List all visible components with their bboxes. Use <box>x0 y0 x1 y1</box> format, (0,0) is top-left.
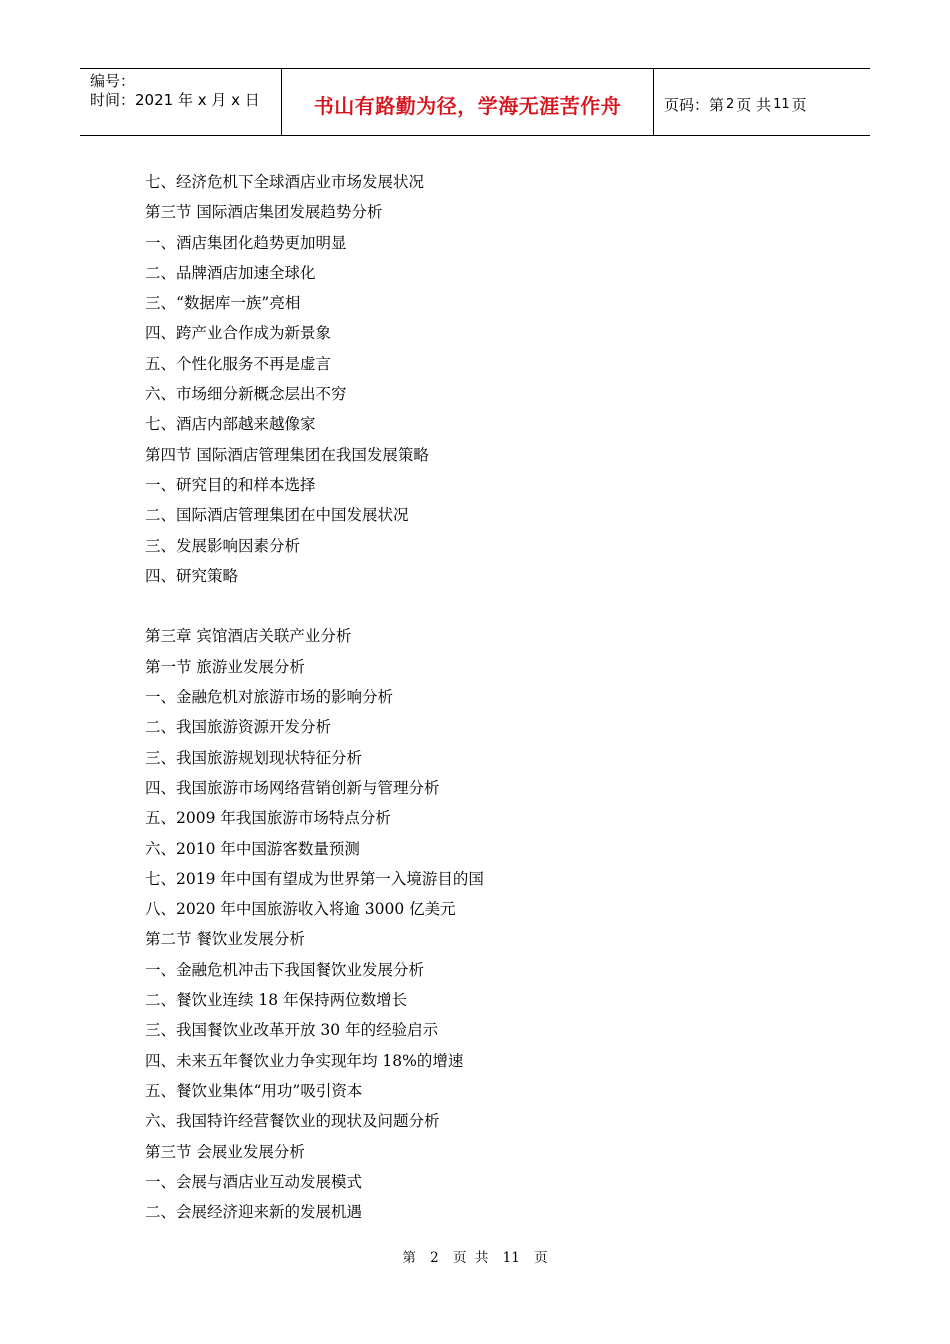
toc-line: 二、餐饮业连续 18 年保持两位数增长 <box>145 991 408 1010</box>
toc-line: 二、我国旅游资源开发分析 <box>145 718 332 737</box>
toc-line: 五、2009 年我国旅游市场特点分析 <box>145 809 391 828</box>
header-motto-cell <box>282 69 654 135</box>
page-footer <box>0 1246 950 1266</box>
toc-content <box>145 167 845 1227</box>
footer-current: 2 <box>430 1250 439 1266</box>
toc-line: 第一节 旅游业发展分析 <box>145 657 305 676</box>
page-header <box>80 68 870 136</box>
page-total: 11 <box>773 96 790 112</box>
toc-line: 六、2010 年中国游客数量预测 <box>145 839 360 858</box>
toc-line: 三、发展影响因素分析 <box>145 536 301 555</box>
header-page-info <box>654 69 870 135</box>
toc-line: 一、酒店集团化趋势更加明显 <box>145 233 347 252</box>
toc-line: 第二节 餐饮业发展分析 <box>145 930 305 949</box>
toc-line: 三、我国餐饮业改革开放 30 年的经验启示 <box>145 1021 439 1040</box>
blank-line <box>145 591 845 621</box>
page-current: 2 <box>726 96 735 112</box>
header-meta <box>80 69 282 135</box>
toc-line: 三、我国旅游规划现状特征分析 <box>145 748 363 767</box>
toc-line: 四、跨产业合作成为新景象 <box>145 324 332 343</box>
motto: 书山有路勤为径，学海无涯苦作舟 <box>313 93 622 118</box>
number-label: 编号： <box>90 72 136 90</box>
toc-line: 七、酒店内部越来越像家 <box>145 415 316 434</box>
toc-line: 一、研究目的和样本选择 <box>145 475 316 494</box>
toc-line: 一、金融危机对旅游市场的影响分析 <box>145 688 394 707</box>
toc-line: 三、“数据库一族”亮相 <box>145 294 301 313</box>
toc-line: 第三节 国际酒店集团发展趋势分析 <box>145 203 383 222</box>
toc-line: 五、餐饮业集体“用功”吸引资本 <box>145 1081 363 1100</box>
toc-line: 二、品牌酒店加速全球化 <box>145 263 316 282</box>
footer-mid: 页 共 <box>453 1250 489 1266</box>
toc-line: 第三章 宾馆酒店关联产业分析 <box>145 627 352 646</box>
toc-line: 八、2020 年中国旅游收入将逾 3000 亿美元 <box>145 900 456 919</box>
toc-line: 一、金融危机冲击下我国餐饮业发展分析 <box>145 960 425 979</box>
page-label-prefix: 页码：第 <box>664 95 725 114</box>
toc-line: 六、市场细分新概念层出不穷 <box>145 385 347 404</box>
toc-line: 一、会展与酒店业互动发展模式 <box>145 1172 363 1191</box>
time-label: 时间：2021 年 x 月 x 日 <box>90 91 260 109</box>
toc-line: 四、未来五年餐饮业力争实现年均 18%的增速 <box>145 1051 464 1070</box>
footer-prefix: 第 <box>402 1250 416 1266</box>
toc-line: 七、2019 年中国有望成为世界第一入境游目的国 <box>145 869 484 888</box>
page-label-suffix: 页 <box>791 95 807 114</box>
toc-line: 二、会展经济迎来新的发展机遇 <box>145 1203 363 1222</box>
toc-line: 第四节 国际酒店管理集团在我国发展策略 <box>145 445 429 464</box>
page-label-mid: 页 共 <box>736 95 772 114</box>
toc-line: 第三节 会展业发展分析 <box>145 1142 305 1161</box>
footer-suffix: 页 <box>534 1250 548 1266</box>
toc-line: 四、研究策略 <box>145 566 239 585</box>
toc-line: 七、经济危机下全球酒店业市场发展状况 <box>145 173 425 191</box>
footer-total: 11 <box>502 1250 520 1266</box>
toc-line: 六、我国特许经营餐饮业的现状及问题分析 <box>145 1112 440 1131</box>
toc-line: 二、国际酒店管理集团在中国发展状况 <box>145 506 409 525</box>
toc-line: 五、个性化服务不再是虚言 <box>145 354 332 373</box>
toc-line: 四、我国旅游市场网络营销创新与管理分析 <box>145 778 440 797</box>
